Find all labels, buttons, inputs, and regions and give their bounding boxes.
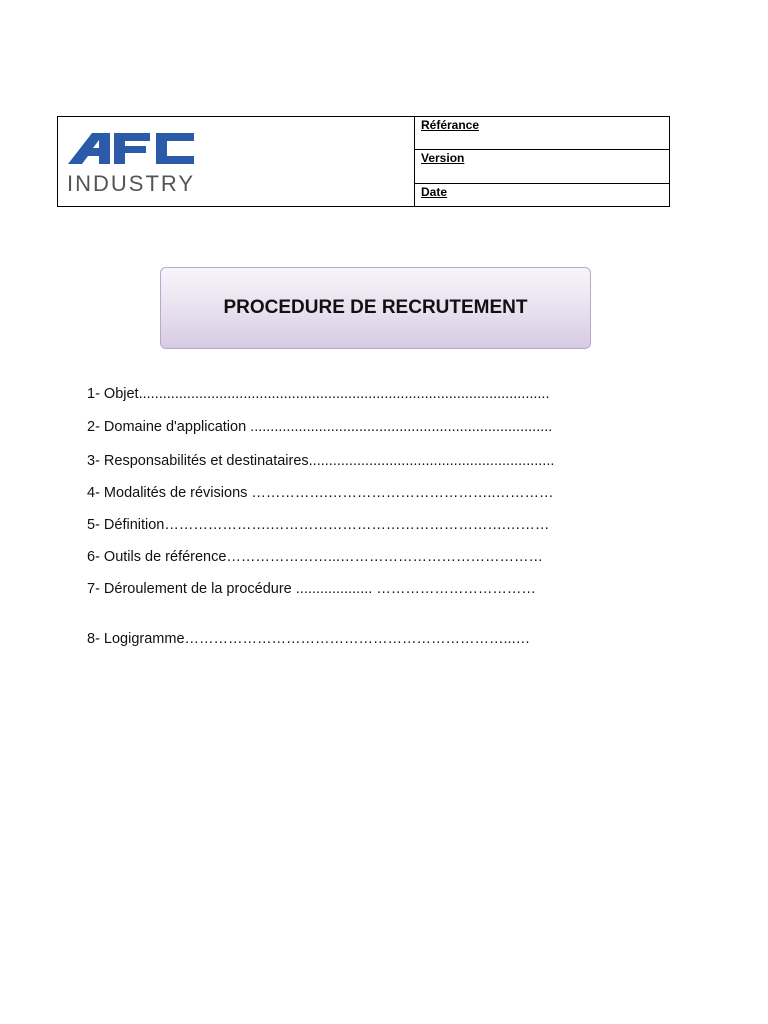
toc-item-definition: 5- Définition………………….………………………………………….……… xyxy=(87,517,550,533)
metadata-cells xyxy=(415,117,669,206)
version-label: Version xyxy=(421,151,465,165)
reference-label: Référance xyxy=(421,118,480,132)
document-title: PROCEDURE DE RECRUTEMENT xyxy=(223,297,528,318)
date-field xyxy=(415,184,669,206)
toc-item-outils: 6- Outils de référence…………………...…………………………………… xyxy=(87,549,544,565)
toc-item-objet: 1- Objet...................................................................................................... xyxy=(87,386,550,402)
version-field xyxy=(415,150,669,184)
toc-item-modalites: 4- Modalités de révisions …………….……………………………..………… xyxy=(87,485,554,501)
afc-industry-logo xyxy=(66,130,201,198)
document-header-table xyxy=(57,116,670,207)
toc-item-deroulement: 7- Déroulement de la procédure ................... …………………………… xyxy=(87,581,536,597)
toc-item-domaine: 2- Domaine d'application ........................................................................... xyxy=(87,419,553,435)
date-label: Date xyxy=(421,185,448,199)
logo-cell xyxy=(58,117,415,206)
toc-item-responsabilites: 3- Responsabilités et destinataires............................................................. xyxy=(87,453,555,469)
toc-item-logigramme: 8- Logigramme…………………………………………………………...… xyxy=(87,631,531,647)
reference-field xyxy=(415,117,669,150)
logo-subtitle-text: INDUSTRY xyxy=(67,171,196,196)
title-box xyxy=(160,267,591,349)
